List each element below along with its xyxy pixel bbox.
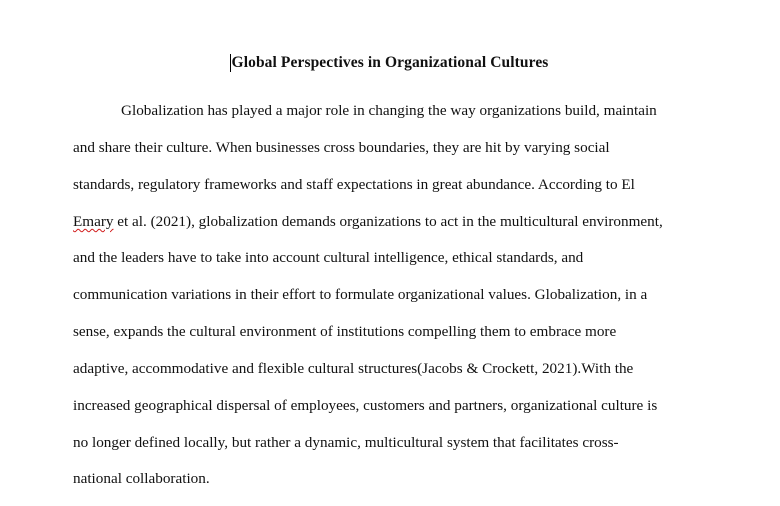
- paragraph-line-text: et al. (2021), globalization demands organizations to act in the multicultural environment,: [113, 213, 663, 230]
- paragraph-line: no longer defined locally, but rather a dynamic, multicultural system that facilitates cross-: [73, 434, 619, 451]
- paragraph-line: communication variations in their effort to formulate organizational values. Globalization, in a: [73, 286, 648, 303]
- paragraph-line: standards, regulatory frameworks and staff expectations in great abundance. According to El: [73, 176, 635, 193]
- document-title: Global Perspectives in Organizational Cultures: [231, 54, 549, 71]
- paragraph-line: sense, expands the cultural environment of institutions compelling them to embrace more: [73, 323, 617, 340]
- paragraph-line: and share their culture. When businesses cross boundaries, they are hit by varying social: [73, 139, 610, 156]
- spellcheck-flagged-word[interactable]: Emary: [73, 213, 114, 230]
- paragraph-line: adaptive, accommodative and flexible cultural structures(Jacobs & Crockett, 2021).With the: [73, 360, 634, 377]
- paragraph-line: national collaboration.: [73, 470, 210, 487]
- paragraph-line: increased geographical dispersal of employees, customers and partners, organizational culture is: [73, 397, 658, 414]
- document-title-block: [0, 52, 780, 74]
- paragraph-line: and the leaders have to take into account cultural intelligence, ethical standards, and: [73, 249, 584, 266]
- text-cursor: [230, 54, 231, 72]
- paragraph-line: Globalization has played a major role in changing the way organizations build, maintain: [121, 102, 657, 119]
- paragraph-line: [73, 211, 663, 233]
